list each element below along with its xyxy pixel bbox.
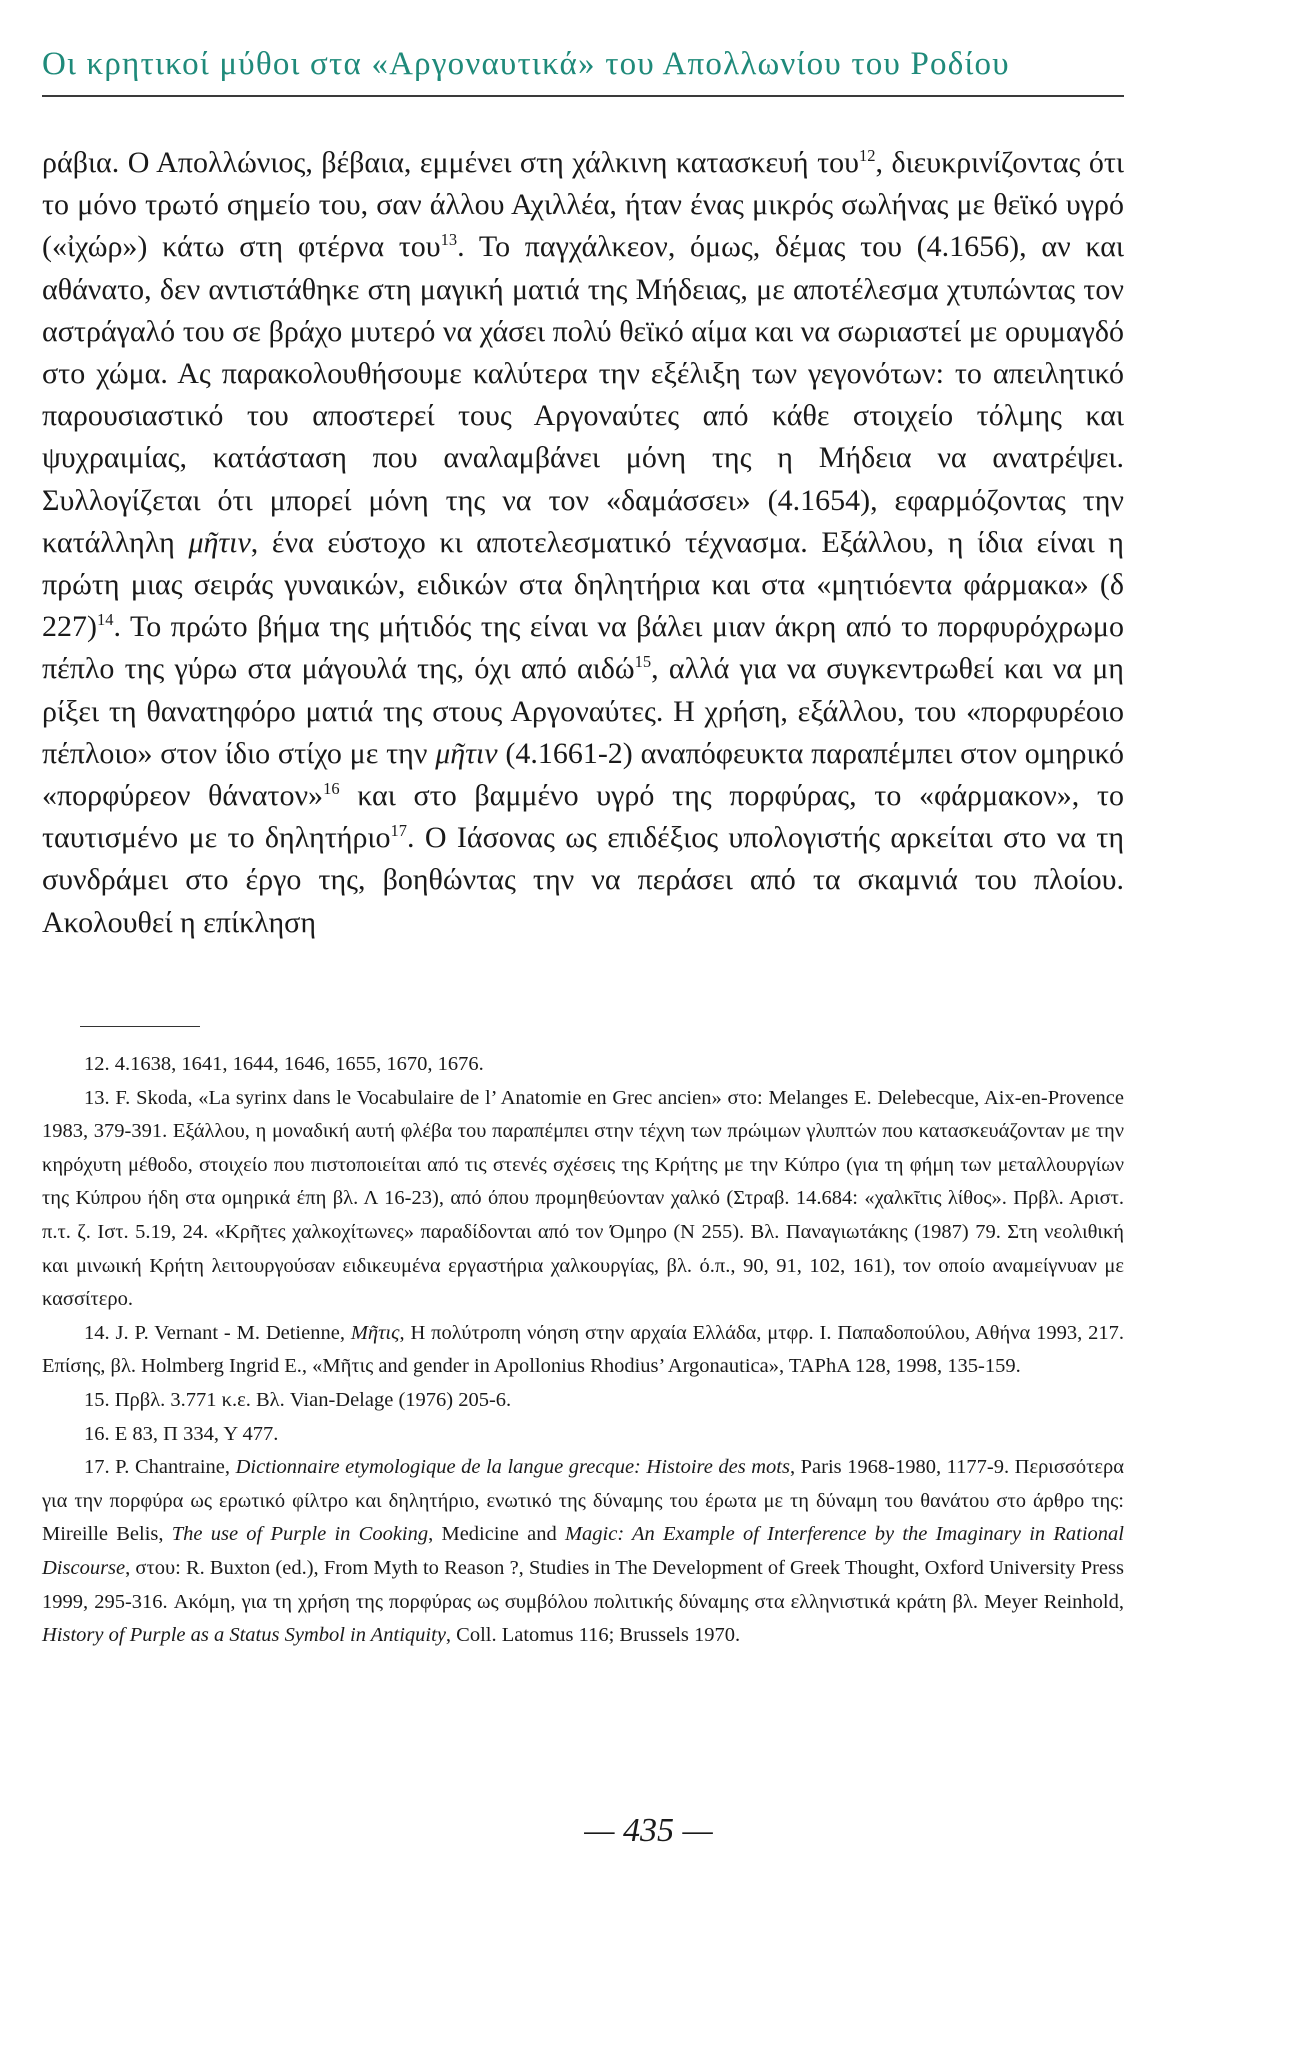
footnote-ref-12: 12 bbox=[858, 146, 876, 165]
footnote-ref-15: 15 bbox=[634, 652, 652, 672]
book-title: History of Purple as a Status Symbol in Antiquity bbox=[42, 1624, 446, 1647]
running-header: Οι κρητικοί μύθοι στα «Αργοναυτικά» του Απολλωνίου του Ροδίου bbox=[42, 46, 1010, 82]
article-title: The use of Purple in Cooking bbox=[171, 1523, 429, 1546]
text-run: , Η πολύτροπη νόηση στην αρχαία Ελλάδα, μτφρ. Ι. Παπαδοπούλου, Αθήνα 1993, 217. Επίσης, βλ. Holmberg Ingrid E., «Μῆτις and gender in Apollonius Rhodius’ Argonautica», TAPhA 128, 1998, 135-159. bbox=[42, 1321, 1124, 1378]
text-run: , στου: R. Buxton (ed.), From Myth to Reason ?, Studies in The Development of Greek Thought, Oxford University Press 1999, 295-316. Ακόμη, για τη χρήση της πορφύρας ως συμβόλου πολιτικής δύναμης στα ελληνιστικά κράτη βλ. Meyer Reinhold, bbox=[42, 1556, 1124, 1613]
footnote-12: 12. 4.1638, 1641, 1644, 1646, 1655, 1670, 1676. bbox=[84, 1053, 484, 1075]
text-run: . Το παγχάλκεον, όμως, δέμας του (4.1656), αν και αθάνατο, δεν αντιστάθηκε στη μαγική ματιά της Μήδειας, με αποτέλεσμα χτυπώντας τον αστράγαλό του σε βράχο μυτερό να χάσει πολύ θεϊκό αίμα και να σωριαστεί με ορυμαγδό στο χώμα. Ας παρακολουθήσουμε καλύτερα την εξέλιξη των γεγονότων: το απειλητικό παρουσιαστικό του αποστερεί τους Αργοναύτες από κάθε στοιχείο τόλμης και ψυχραιμίας, κατάσταση που αναλαμβάνει μόνη της η Μήδεια να ανατρέψει. Συλλογίζεται ότι μπορεί μόνη της να τον «δαμάσσει» (4.1654), εφαρμόζοντας την κατάλληλη bbox=[42, 230, 1124, 559]
footnotes bbox=[42, 1048, 1124, 1653]
footnote-15: 15. Πρβλ. 3.771 κ.ε. Βλ. Vian-Delage (1976) 205-6. bbox=[84, 1388, 512, 1411]
text-run: , αλλά για να συγκεντρωθεί και να μη ρίξει τη θανατηφόρο ματιά της στους Αργοναύτες. Η χρήση, εξάλλου, του «πορφυρέοιο πέπλοιο» στον ίδιο στίχο με την bbox=[42, 652, 1124, 770]
text-run: , Medicine and bbox=[428, 1523, 565, 1546]
text-run: 17. P. Chantraine, bbox=[84, 1456, 236, 1479]
text-run: (4.1661-2) αναπόφευκτα παραπέμπει στον ομηρικό «πορφύρεον θάνατον» bbox=[42, 736, 1124, 813]
footnote-17 bbox=[42, 1451, 1124, 1653]
footnote-separator bbox=[80, 1026, 200, 1027]
article-title: Magic: An Example of Interference by the Imaginary in Rational Discourse bbox=[42, 1523, 1125, 1579]
text-run: , διευκρινίζοντας ότι το μόνο τρωτό σημείο του, σαν άλλου Αχιλλέα, ήταν ένας μικρός σωλήνας με θεϊκό υγρό («ἰχώρ») κάτω στη φτέρνα του bbox=[42, 146, 1125, 264]
footnote-ref-16: 16 bbox=[323, 779, 340, 799]
footnote-14 bbox=[42, 1317, 1124, 1384]
book-title: Dictionnaire etymologique de la langue grecque: Histoire des mots bbox=[235, 1456, 790, 1479]
greek-term: μῆτιν bbox=[435, 736, 498, 770]
text-run: , ένα εύστοχο κι αποτελεσματικό τέχνασμα. Εξάλλου, η ίδια είναι η πρώτη μιας σειράς γυναικών, ειδικών στα δηλητήρια και στα «μητιόεντα φάρμακα» (δ 227) bbox=[42, 525, 1124, 644]
footnote-13: 13. F. Skoda, «La syrinx dans le Vocabulaire de l’ Anatomie en Grec ancien» στο: Melanges E. Delebecque, Aix-en-Provence 1983, 379-391. Εξάλλου, η μοναδική αυτή φλέβα του παραπέμπει στην τέχνη των πρώιμων γλυπτών που κατασκευάζονταν με την κηρόχυτη μέθοδο, στοιχείο που πιστοποιείται από τις στενές σχέσεις της Κρήτης με την Κύπρο (για τη φήμη των μεταλλουργίων της Κύπρου ήδη στα ομηρικά έπη βλ. Λ 16-23), από όπου προμηθεύονταν χαλκό (Στραβ. 14.684: «χαλκῖτις λίθος». Πρβλ. Αριστ. π.τ. ζ. Ιστ. 5.19, 24. «Κρῆτες χαλκοχίτωνες» παραδίδονται από τον Όμηρο (Ν 255). Βλ. Παναγιωτάκης (1987) 79. Στη νεολιθική και μινωική Κρήτη λειτουργούσαν ειδικευμένα εργαστήρια χαλκουργίας, βλ. ό.π., 90, 91, 102, 161), τον οποίο αναμείγνυαν με κασσίτερο. bbox=[42, 1086, 1124, 1311]
header-rule bbox=[42, 95, 1124, 97]
text-run: ράβια. Ο Απολλώνιος, βέβαια, εμμένει στη χάλκινη κατασκευή του bbox=[42, 146, 859, 179]
text-run: . Ο Ιάσονας ως επιδέξιος υπολογιστής αρκείται στο να τη συνδράμει στο έργο της, βοηθώντας την να περάσει από τα σκαμνιά του πλοίου. Ακολουθεί η επίκληση bbox=[42, 821, 1125, 939]
footnote-ref-13: 13 bbox=[440, 230, 458, 250]
book-title: Μῆτις bbox=[350, 1321, 400, 1344]
greek-term: μῆτιν bbox=[188, 525, 251, 559]
text-run: , Paris 1968-1980, 1177-9. Περισσότερα για την πορφύρα ως ερωτικό φίλτρο και δηλητήριο, ενωτικό της δύναμης του έρωτα με τη δύναμη του θανάτου στο άρθρο της: Mireille Belis, bbox=[42, 1456, 1124, 1546]
text-run: , Coll. Latomus 116; Brussels 1970. bbox=[445, 1624, 741, 1647]
text-run: 14. J. P. Vernant - M. Detienne, bbox=[84, 1321, 351, 1344]
footnote-ref-14: 14 bbox=[97, 610, 114, 630]
text-run: . Το πρώτο βήμα της μήτιδός της είναι να βάλει μιαν άκρη από το πορφυρόχρωμο πέπλο της γύρω στα μάγουλά της, όχι από αιδώ bbox=[42, 610, 1124, 686]
page-number: — 435 — bbox=[584, 1812, 713, 1849]
main-paragraph bbox=[42, 142, 1124, 944]
text-run: και στο βαμμένο υγρό της πορφύρας, το «φάρμακον», το ταυτισμένο με το δηλητήριο bbox=[42, 779, 1124, 855]
footnote-16: 16. Ε 83, Π 334, Υ 477. bbox=[84, 1422, 279, 1445]
footnote-ref-17: 17 bbox=[390, 821, 408, 841]
main-text bbox=[42, 142, 1124, 944]
